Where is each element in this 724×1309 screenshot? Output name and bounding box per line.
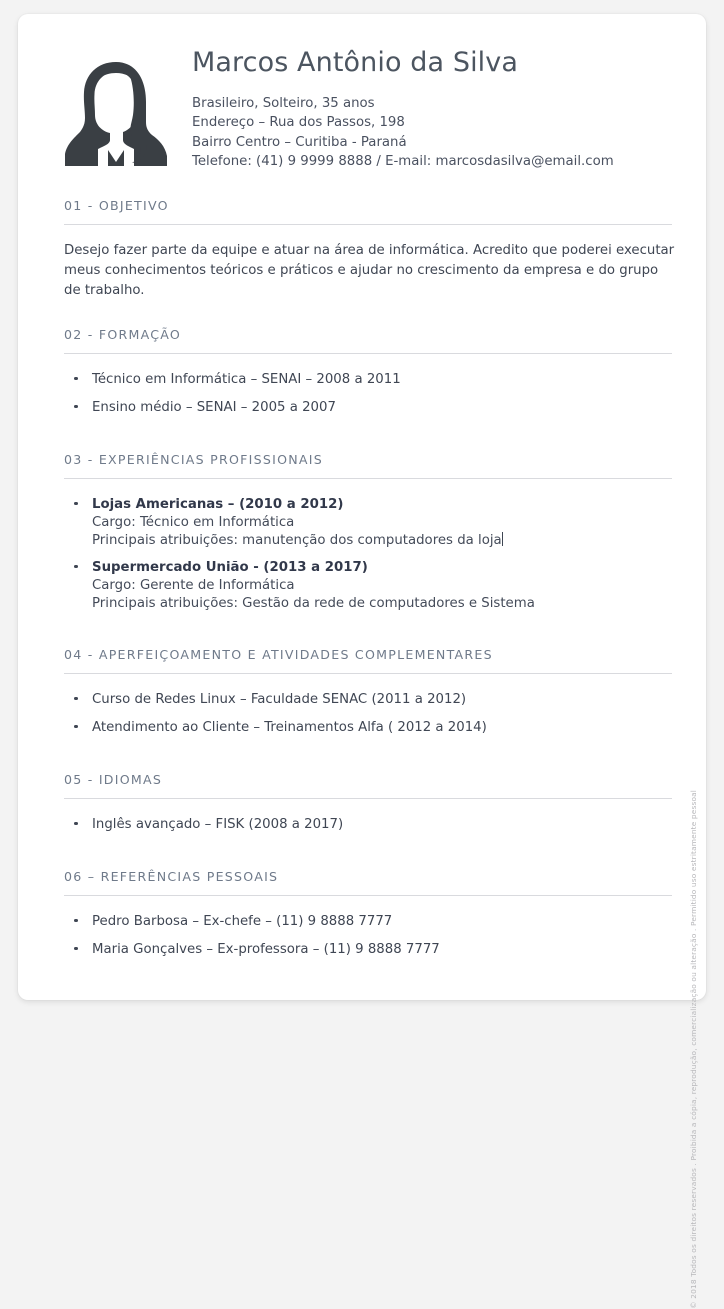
job-entry [64,558,686,614]
list-item: Atendimento ao Cliente – Treinamentos Alfa ( 2012 a 2014) [64,718,686,737]
header-text-block [192,46,614,172]
bullet-list [64,815,686,834]
job-duties-line [92,595,686,614]
list-item: Curso de Redes Linux – Faculdade SENAC (2011 a 2012) [64,690,686,709]
section-divider [64,478,672,479]
job-duties-line [92,532,686,551]
job-role: Cargo: Técnico em Informática [92,514,295,530]
bullet-list [64,370,686,417]
section-referencias [18,843,706,959]
bullet-list [64,690,686,737]
contact-line: Telefone: (41) 9 9999 8888 / E-mail: marcosdasilva@email.com [192,154,614,170]
contact-line: Endereço – Rua dos Passos, 198 [192,115,405,131]
section-aperfeicoamento [18,621,706,737]
job-role: Cargo: Gerente de Informática [92,577,295,593]
section-idiomas [18,746,706,834]
section-objetivo [18,172,706,301]
job-title: Lojas Americanas – (2010 a 2012) [92,496,344,512]
page-title: Marcos Antônio da Silva [192,47,518,78]
bullet-list [64,912,686,959]
section-divider [64,673,672,674]
job-duties: Principais atribuições: Gestão da rede de computadores e Sistema [92,596,535,612]
section-divider [64,895,672,896]
section-paragraph: Desejo fazer parte da equipe e atuar na área de informática. Acredito que poderei executar meus conhecimentos teóricos e práticos e ajudar no crescimento da empresa e do grupo de trabalho. [64,242,675,298]
resume-page [18,14,706,1309]
section-header-idiomas: 05 - IDIOMAS [64,771,163,787]
text-cursor-caret [502,532,503,546]
section-header-experiencias: 03 - EXPERIÊNCIAS PROFISSIONAIS [64,451,323,467]
contact-info [192,94,614,172]
section-header-aperfeicoamento: 04 - APERFEIÇOAMENTO E ATIVIDADES COMPLEMENTARES [64,646,493,662]
job-duties: Principais atribuições: manutenção dos computadores da loja [92,533,502,549]
job-list [64,495,686,614]
resume-header [18,14,706,172]
list-item: Inglês avançado – FISK (2008 a 2017) [64,815,686,834]
section-divider [64,224,672,225]
section-header-referencias: 06 – REFERÊNCIAS PESSOAIS [64,868,279,884]
job-entry [64,495,686,551]
section-formacao [18,301,706,417]
resume-sections [18,172,706,959]
section-header-objetivo: 01 - OBJETIVO [64,197,169,213]
list-item: Ensino médio – SENAI – 2005 a 2007 [64,398,686,417]
section-header-formacao: 02 - FORMAÇÃO [64,326,182,342]
section-divider [64,798,672,799]
section-experiencias [18,426,706,614]
contact-line: Bairro Centro – Curitiba - Paraná [192,134,407,150]
section-divider [64,353,672,354]
list-item: Maria Gonçalves – Ex-professora – (11) 9 8888 7777 [64,940,686,959]
job-title: Supermercado União - (2013 a 2017) [92,559,368,575]
list-item: Técnico em Informática – SENAI – 2008 a 2011 [64,370,686,389]
copyright-watermark: © 2018 Todos os direitos reservados . Proibida a cópia, reprodução, comercialização ou alteração . Permitido uso estritamente pessoal [689,790,698,1309]
contact-line: Brasileiro, Solteiro, 35 anos [192,95,375,111]
person-silhouette-avatar-icon [64,58,168,170]
list-item: Pedro Barbosa – Ex-chefe – (11) 9 8888 7777 [64,912,686,931]
